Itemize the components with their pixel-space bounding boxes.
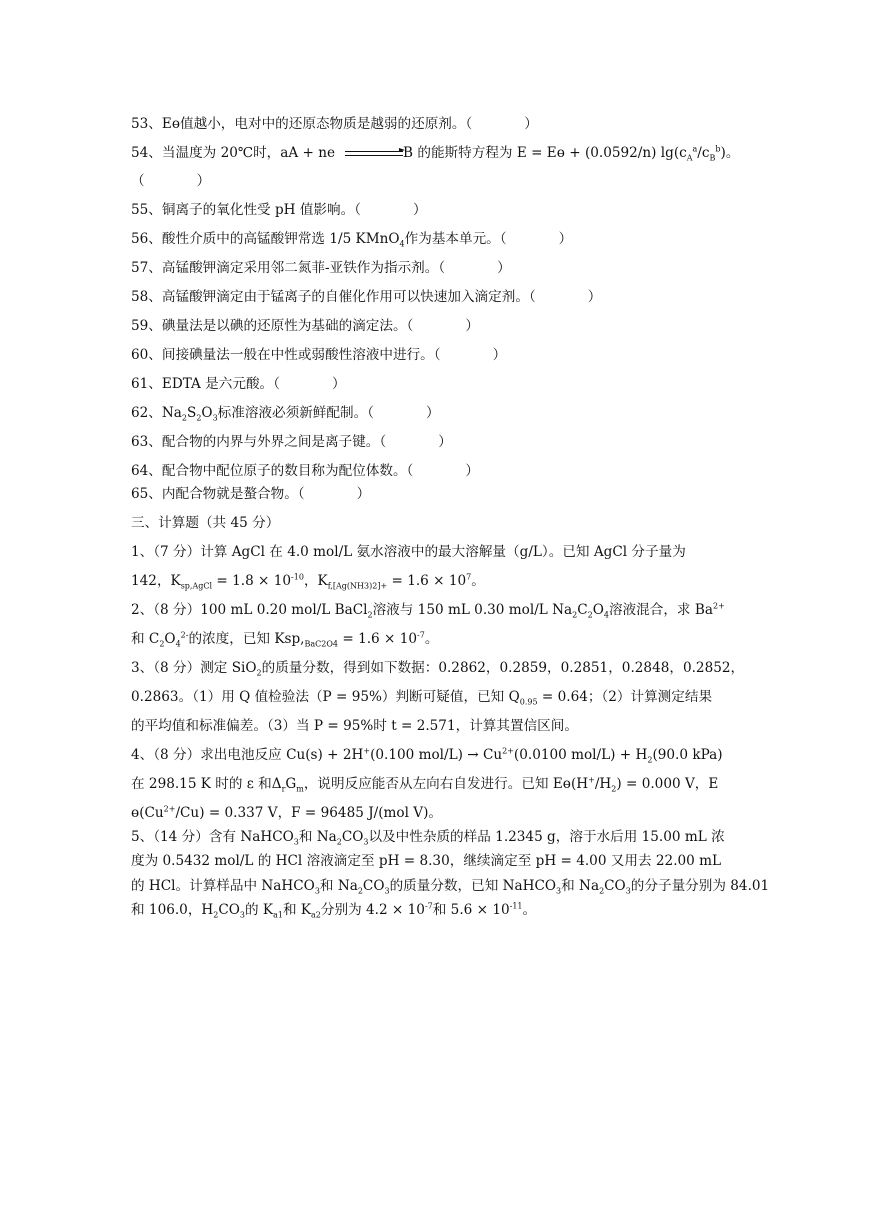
question-60: 60、间接碘量法一般在中性或弱酸性溶液中进行。（ ）	[131, 347, 507, 363]
section-title: 三、计算题（共 45 分）	[131, 515, 280, 531]
question-59: 59、碘量法是以碘的还原性为基础的滴定法。（ ）	[131, 318, 479, 334]
question-63: 63、配合物的内界与外界之间是离子键。（ ）	[131, 434, 452, 450]
calc-2-line-2: 和 $C_2O_4^{2-}$的浓度，已知 $Ksp,_{BaC2O4} = 1.6 \times 10^{-7}$。	[131, 630, 439, 649]
question-57: 57、高锰酸钾滴定采用邻二氮菲-亚铁作为指示剂。（ ）	[131, 260, 511, 276]
question-54: 54、当温度为 20℃时，aA + ne B 的能斯特方程为 E = Eө + (0.0592/n) $\lg(c_A^a/c_B^b)$。	[131, 144, 740, 163]
question-61: 61、EDTA 是六元酸。（ ）	[131, 376, 346, 392]
calc-5-line-3: 的 HCl。计算样品中 NaHCO$_3$和 $Na_2CO_3$的质量分数，已知 NaHCO$_3$和 $Na_2CO_3$的分子量分别为 84.01	[131, 878, 770, 896]
calc-3-line-2: 0.2863。（1）用 Q 值检验法（P = 95%）判断可疑值，已知 $Q_{0.95} = 0.64$；（2）计算测定结果	[131, 689, 713, 707]
calc-4-line-3: $ө(Cu^{2+}/Cu) = 0.337$ V，F = 96485 J/(mol V)。	[131, 804, 442, 821]
calc-1-line-1: 1、（7 分）计算 AgCl 在 4.0 mol/L 氨水溶液中的最大溶解量（g/L）。已知 AgCl 分子量为	[131, 544, 686, 560]
question-64: 64、配合物中配位原子的数目称为配位体数。（ ）	[131, 463, 479, 479]
question-65: 65、内配合物就是螯合物。（ ）	[131, 486, 371, 502]
calc-3-line-3: 的平均值和标准偏差。（3）当 P = 95%时 t = 2.571，计算其置信区间。	[131, 718, 578, 734]
question-56: 56、酸性介质中的高锰酸钾常选 1/5 KMnO$_4$作为基本单元。（ ）	[131, 231, 573, 249]
equilibrium-arrow-icon	[345, 149, 403, 159]
question-54-answer: （ ）	[131, 173, 211, 189]
calc-1-line-2: 142，$K_{sp,AgCl} = 1.8 \times 10^{-10}$，$K_{f,[Ag(NH3)2]+} = 1.6 \times 10^7$。	[131, 572, 485, 591]
calc-4-line-2: 在 298.15 K 时的 ε 和$\Delta_rG_m$，说明反应能否从左向右自发进行。已知 $Eө(H^+/H_2) = 0.000$ V，E	[131, 775, 719, 794]
calc-5-line-1: 5、（14 分）含有 NaHCO$_3$和 $Na_2CO_3$以及中性杂质的样品 1.2345 g，溶于水后用 15.00 mL 浓	[131, 829, 725, 847]
calc-2-line-1: 2、（8 分）100 mL 0.20 mol/L BaCl$_2$溶液与 150 mL 0.30 mol/L $Na_2C_2O_4$溶液混合，求 $Ba^{2+}$	[131, 601, 725, 620]
question-62: 62、$Na_2S_2O_3$标准溶液必须新鲜配制。（ ）	[131, 405, 440, 423]
calc-5-line-4: 和 106.0，$H_2CO_3$的 $K_{a1}$和 $K_{a2}$分别为 $4.2 \times 10^{-7}$和 $5.6 \times 10^{-11}$。	[131, 901, 537, 920]
calc-3-line-1: 3、（8 分）测定 SiO$_2$的质量分数，得到如下数据：0.2862，0.2859，0.2851，0.2848，0.2852，	[131, 660, 745, 678]
question-58: 58、高锰酸钾滴定由于锰离子的自催化作用可以快速加入滴定剂。（ ）	[131, 289, 602, 305]
question-53: 53、Eө值越小，电对中的还原态物质是越弱的还原剂。（ ）	[131, 116, 538, 132]
calc-4-line-1: 4、（8 分）求出电池反应 Cu(s) + 2H+(0.100 $mol/L) \to Cu^{2+}(0.0100$ $mol/L) + H_2(90.0$ kPa)	[131, 746, 723, 765]
calc-5-line-2: 度为 0.5432 mol/L 的 HCl 溶液滴定至 pH = 8.30，继续滴定至 pH = 4.00 又用去 22.00 mL	[131, 853, 722, 869]
question-55: 55、铜离子的氧化性受 pH 值影响。（ ）	[131, 202, 427, 218]
